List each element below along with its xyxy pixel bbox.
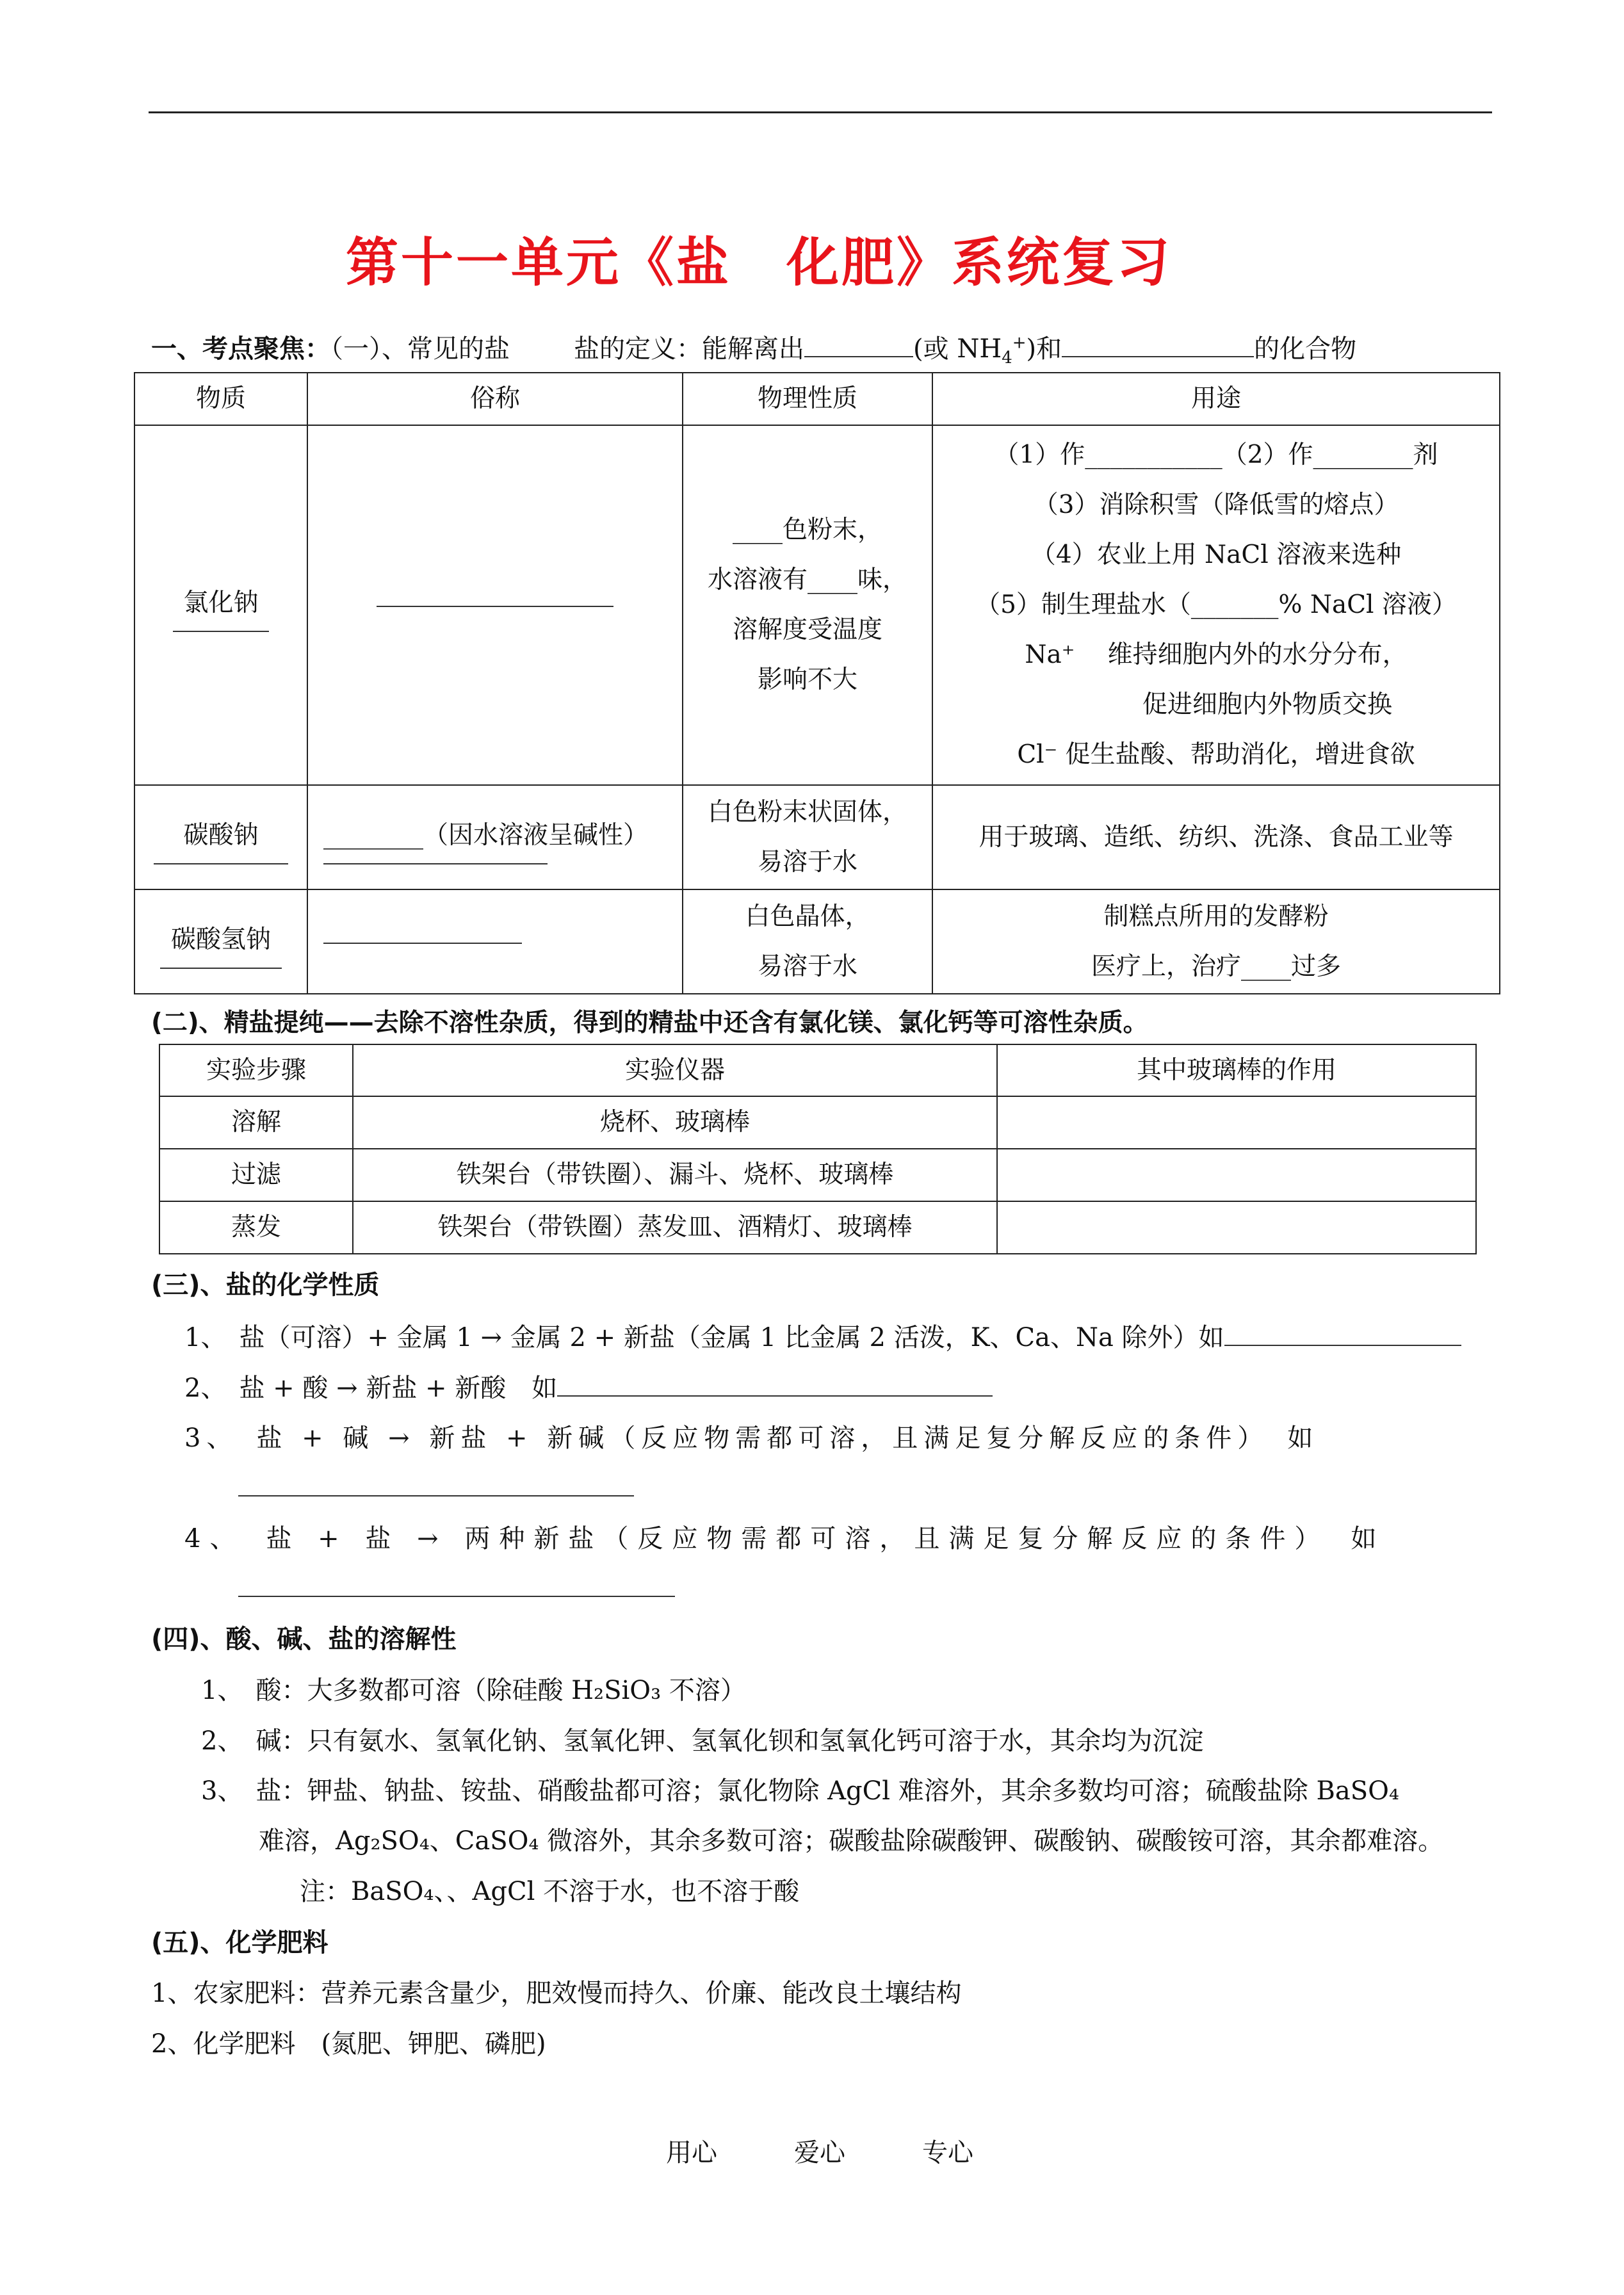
nacl-phys-line: ____色粉末， — [732, 515, 882, 544]
section-5-heading: (五)、化学肥料 — [151, 1928, 329, 1958]
th-use: 用途 — [932, 373, 1500, 425]
nacl-phys-line: 水溶液有____味， — [707, 565, 907, 594]
salt-definition-b: (或 NH — [913, 334, 1002, 364]
nahco3-use-line: 制糕点所用的发酵粉 — [1103, 902, 1329, 931]
nahco3-use-line: 医疗上，治疗____过多 — [1091, 952, 1341, 981]
reaction-1-blank — [1224, 1323, 1461, 1346]
section-2-heading: (二)、精盐提纯——去除不溶性杂质，得到的精盐中还含有氯化镁、氯化钙等可溶性杂质。 — [151, 1009, 1148, 1037]
nacl-name: 氯化钠 — [183, 588, 259, 617]
solubility-salt-1: 3、 盐：钾盐、钠盐、铵盐、硝酸盐都可溶；氯化物除 AgCl 难溶外，其余多数均可溶；硫酸盐除 BaSO₄ — [201, 1776, 1399, 1806]
th-substance: 物质 — [134, 373, 307, 425]
step-filter: 过滤 — [159, 1149, 353, 1201]
section-3-heading: (三)、盐的化学性质 — [151, 1270, 380, 1300]
nahco3-use-cell — [932, 889, 1500, 994]
blank-anion — [1062, 334, 1254, 357]
nahco3-physical-cell — [683, 889, 932, 994]
salt-definition-d: 的化合物 — [1254, 334, 1357, 364]
nacl-physical-cell — [683, 425, 932, 785]
apparatus-dissolve: 烧杯、玻璃棒 — [353, 1096, 997, 1149]
nacl-alias-cell — [307, 425, 683, 785]
nahco3-alias-blank — [323, 940, 522, 944]
nahco3-phys-line: 白色晶体， — [745, 902, 870, 931]
salt-definition-a: 盐的定义：能解离出 — [574, 334, 804, 364]
solubility-note: 注：BaSO₄、、AgCl 不溶于水，也不溶于酸 — [300, 1877, 800, 1906]
nahco3-name-cell — [134, 889, 307, 994]
na2co3-name-cell — [134, 785, 307, 889]
section-4-heading: (四)、酸、碱、盐的溶解性 — [151, 1625, 457, 1654]
na2co3-phys-line: 白色粉末状固体， — [707, 797, 907, 827]
reaction-3-blank — [238, 1495, 634, 1496]
na2co3-alias-cell — [307, 785, 683, 889]
solubility-salt-2: 难溶，Ag₂SO₄、CaSO₄ 微溶外，其余多数可溶；碳酸盐除碳酸钾、碳酸钠、碳酸铵可溶，其余都难溶。 — [259, 1826, 1444, 1856]
solubility-acid: 1、 酸：大多数都可溶（除硅酸 H₂SiO₃ 不溶） — [201, 1676, 746, 1705]
rod-function-dissolve — [997, 1096, 1476, 1149]
nacl-use-line: （1）作___________（2）作________剂 — [994, 441, 1438, 469]
th-apparatus: 实验仪器 — [353, 1044, 997, 1096]
nacl-use-line: （4）农业上用 NaCl 溶液来选种 — [1030, 540, 1402, 569]
fertilizer-item-1: 1、农家肥料：营养元素含量少，肥效慢而持久、价廉、能改良土壤结构 — [151, 1979, 962, 2008]
nacl-use-line: （5）制生理盐水（_______% NaCl 溶液） — [975, 590, 1457, 619]
header-rule — [149, 111, 1492, 113]
nacl-use-cell — [932, 425, 1500, 785]
footer-word: 专心 — [922, 2138, 973, 2168]
th-alias: 俗称 — [307, 373, 683, 425]
step-evaporate: 蒸发 — [159, 1201, 353, 1254]
nahco3-phys-line: 易溶于水 — [757, 952, 857, 981]
section-1-line — [151, 328, 1356, 368]
na2co3-use-cell: 用于玻璃、造纸、纺织、洗涤、食品工业等 — [932, 785, 1500, 889]
reaction-2-blank — [557, 1374, 993, 1397]
na2co3-alias-note: ________（因水溶液呈碱性） — [323, 820, 649, 850]
reaction-3: 3、 盐 + 碱 → 新盐 + 新碱（反应物需都可溶，且满足复分解反应的条件） 如 — [184, 1423, 1319, 1453]
section-1-sub: （一）、常见的盐 — [330, 334, 510, 364]
th-step: 实验步骤 — [159, 1044, 353, 1096]
rod-function-filter — [997, 1149, 1476, 1201]
nacl-name-blank — [173, 628, 269, 632]
nh4-sup: + — [1012, 333, 1027, 353]
na2co3-name-blank — [154, 861, 288, 864]
na2co3-alias-blank — [323, 861, 548, 864]
purification-table — [159, 1044, 1477, 1254]
page-footer — [666, 2132, 1050, 2169]
nacl-name-cell — [134, 425, 307, 785]
reaction-1 — [184, 1317, 1461, 1354]
nacl-use-line: （3）消除积雪（降低雪的熔点） — [1033, 491, 1399, 519]
th-rod-function: 其中玻璃棒的作用 — [997, 1044, 1476, 1096]
nacl-alias-blank — [377, 603, 613, 607]
solubility-base: 2、 碱：只有氨水、氢氧化钠、氢氧化钾、氢氧化钡和氢氧化钙可溶于水，其余均为沉淀 — [201, 1726, 1204, 1756]
footer-word: 用心 — [666, 2138, 717, 2168]
na2co3-physical-cell — [683, 785, 932, 889]
reaction-4: 4、 盐 + 盐 → 两种新盐（反应物需都可溶，且满足复分解反应的条件） 如 — [184, 1524, 1386, 1553]
rod-function-evaporate — [997, 1201, 1476, 1254]
salt-definition-c: )和 — [1026, 334, 1062, 364]
nahco3-name-blank — [160, 965, 282, 969]
th-physical: 物理性质 — [683, 373, 932, 425]
na2co3-name: 碳酸钠 — [183, 820, 259, 850]
nh4-sub: 4 — [1002, 348, 1012, 368]
footer-word: 爱心 — [794, 2138, 845, 2168]
nacl-use-line: Cl⁻ 促生盐酸、帮助消化，增进食欲 — [1017, 740, 1415, 769]
reaction-4-blank — [238, 1596, 675, 1597]
nacl-phys-line: 溶解度受温度 — [732, 615, 882, 644]
page-title: 第十一单元《盐 化肥》系统复习 — [346, 232, 1173, 293]
reaction-2-text: 2、 盐 + 酸 → 新盐 + 新酸 如 — [184, 1374, 558, 1403]
reaction-1-text: 1、 盐（可溶）+ 金属 1 → 金属 2 + 新盐（金属 1 比金属 2 活泼，K、Ca、Na 除外）如 — [184, 1323, 1224, 1352]
apparatus-filter: 铁架台（带铁圈）、漏斗、烧杯、玻璃棒 — [353, 1149, 997, 1201]
common-salts-table — [134, 372, 1500, 994]
section-1-heading: 一、考点聚焦： — [151, 334, 330, 364]
blank-cation — [804, 334, 913, 357]
nahco3-name: 碳酸氢钠 — [170, 925, 271, 954]
na2co3-phys-line: 易溶于水 — [757, 847, 857, 877]
apparatus-evaporate: 铁架台（带铁圈）蒸发皿、酒精灯、玻璃棒 — [353, 1201, 997, 1254]
nacl-phys-line: 影响不大 — [757, 665, 857, 694]
reaction-2 — [184, 1368, 993, 1404]
nahco3-alias-cell — [307, 889, 683, 994]
step-dissolve: 溶解 — [159, 1096, 353, 1149]
fertilizer-item-2: 2、化学肥料 (氮肥、钾肥、磷肥) — [151, 2029, 546, 2059]
nacl-use-line: Na⁺ 维持细胞内外的水分分布， — [1025, 640, 1408, 669]
nacl-use-line: 促进细胞内外物质交换 — [1142, 690, 1392, 719]
